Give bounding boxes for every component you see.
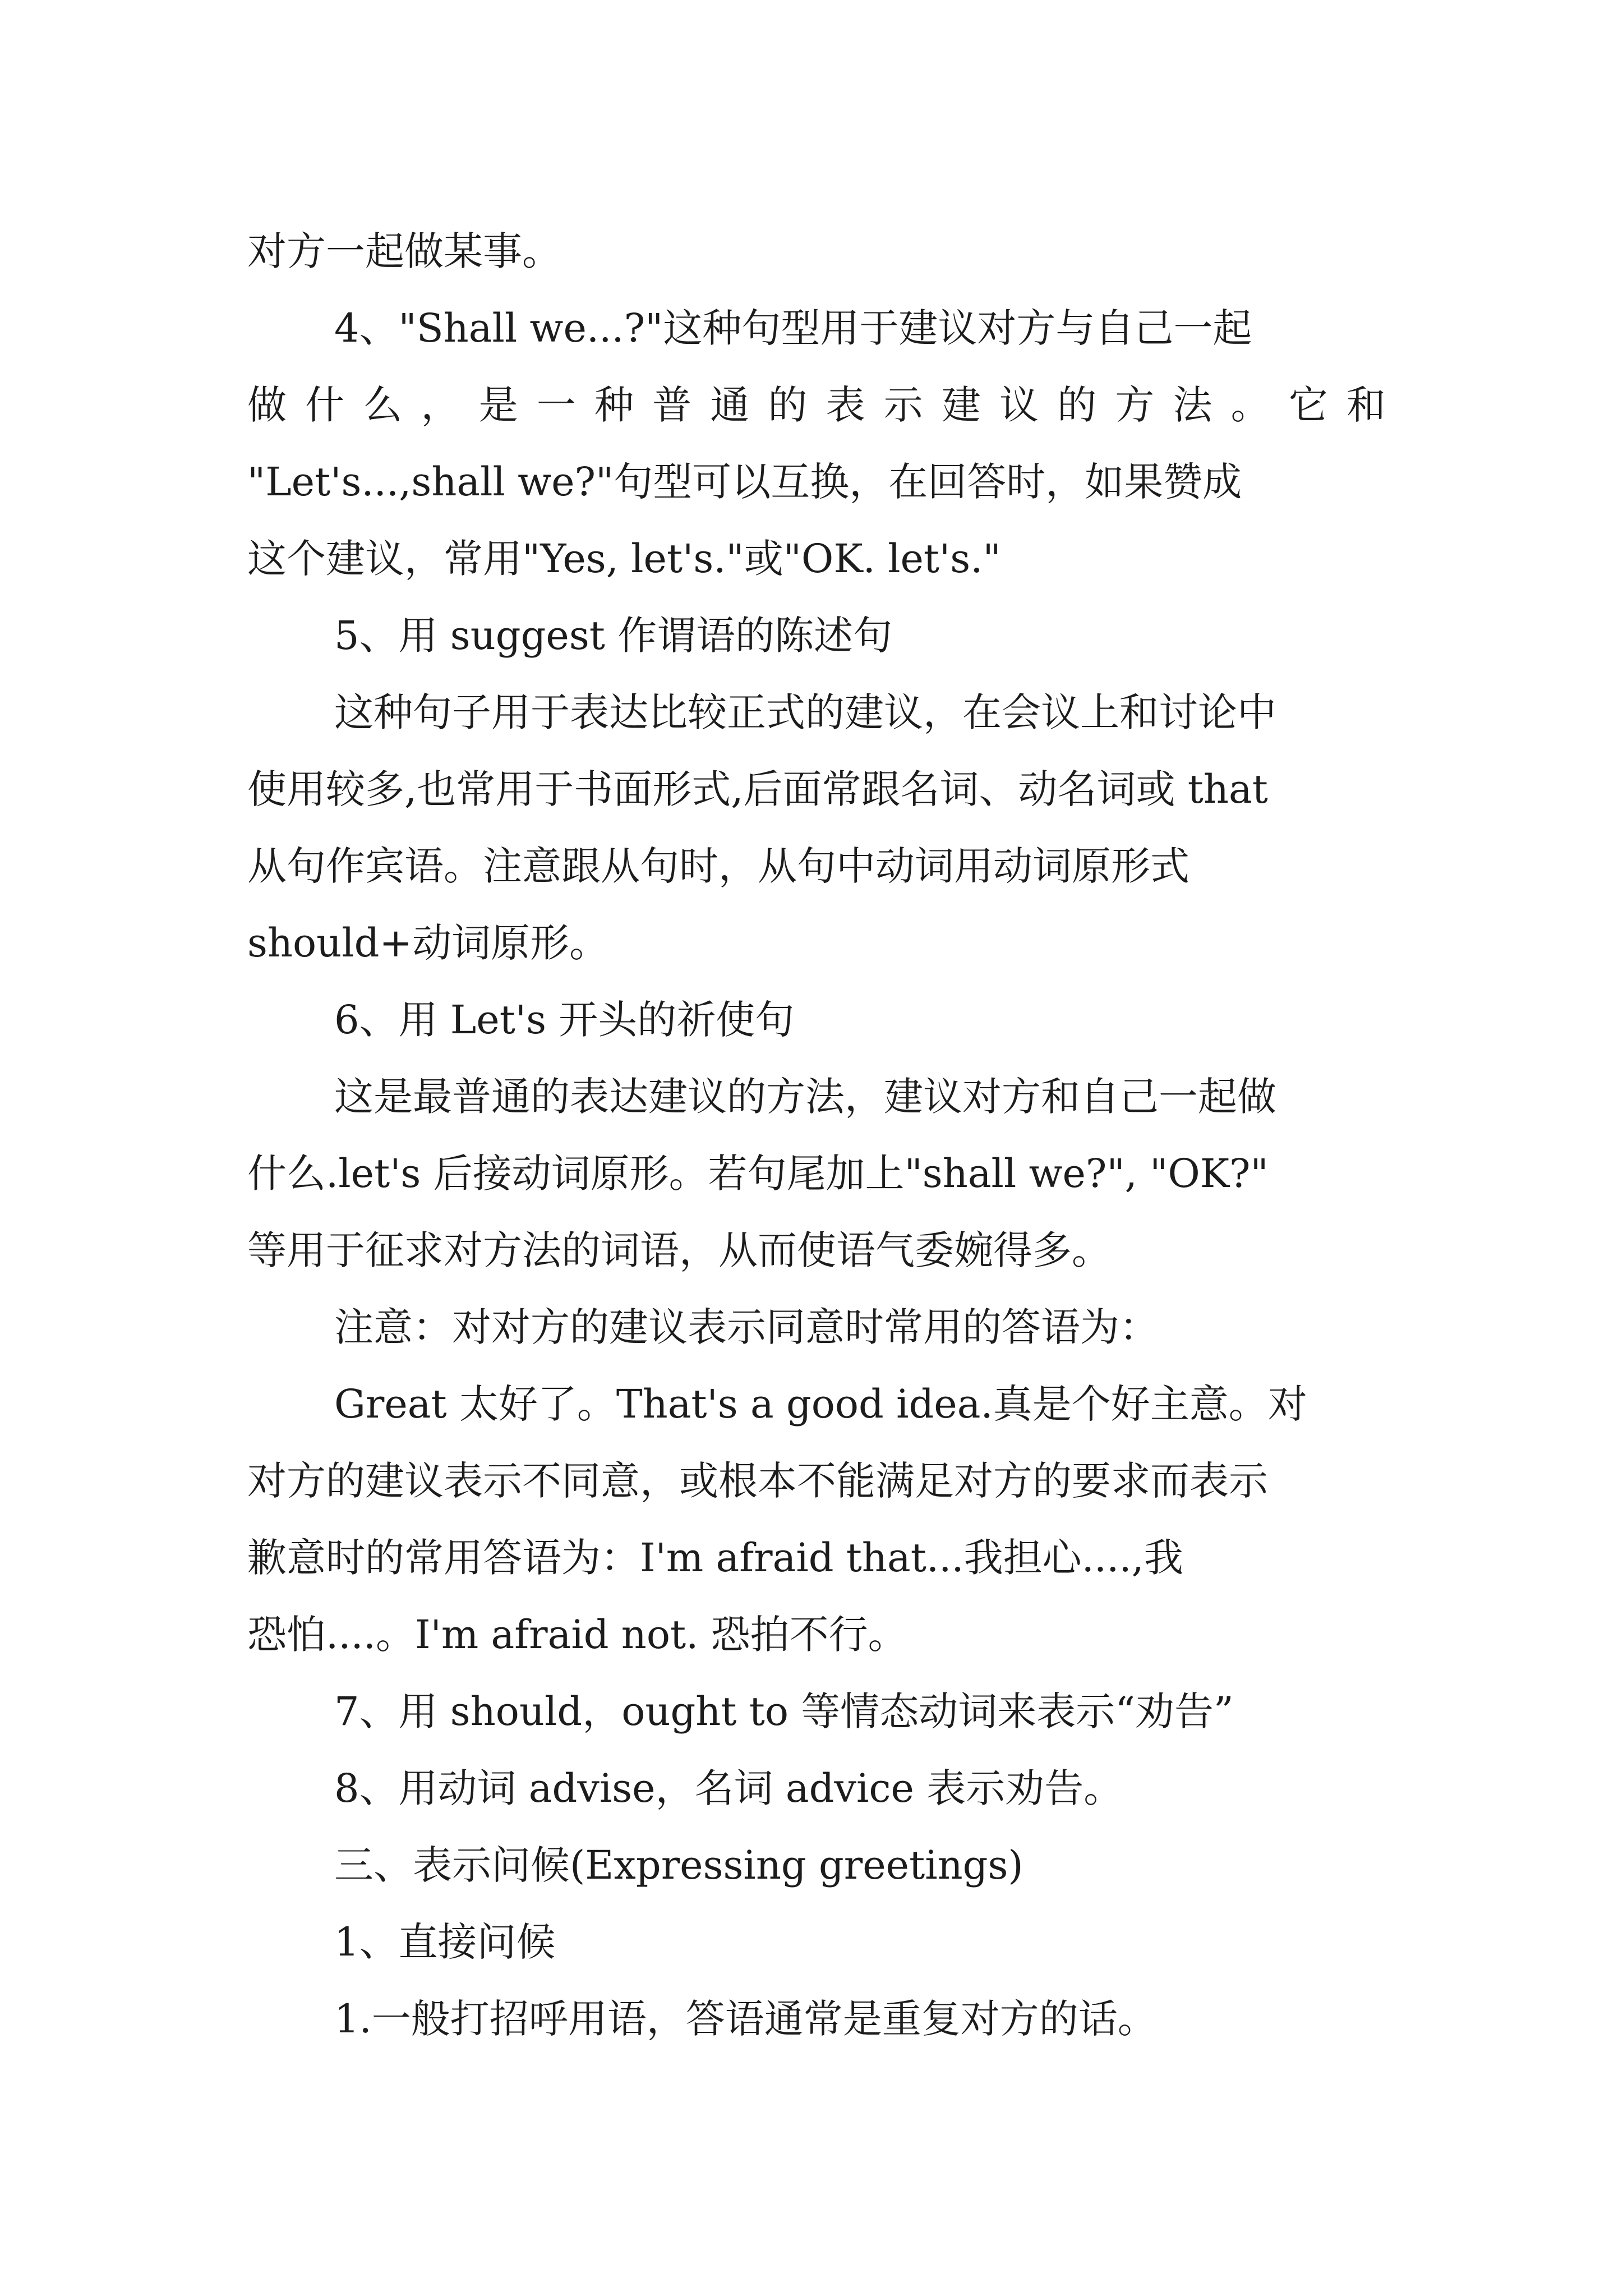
chapter-heading: 三、表示问候(Expressing greetings) <box>334 1842 1023 1888</box>
text-line: should+动词原形。 <box>247 920 609 966</box>
section-heading: 1、直接问候 <box>334 1919 556 1965</box>
text-line: 使用较多,也常用于书面形式,后面常跟名词、动名词或 that <box>247 766 1268 812</box>
text-line: 这个建议，常用"Yes, let's."或"OK. let's." <box>247 536 1001 582</box>
text-line: 1.一般打招呼用语，答语通常是重复对方的话。 <box>334 1996 1157 2042</box>
text-line: 歉意时的常用答语为：I'm afraid that...我担心....,我 <box>247 1535 1183 1581</box>
section-heading: 7、用 should，ought to 等情态动词来表示“劝告” <box>334 1688 1234 1734</box>
section-heading: 6、用 Let's 开头的祈使句 <box>334 997 795 1043</box>
document-body <box>247 213 1386 2058</box>
section-heading: 5、用 suggest 作谓语的陈述句 <box>334 613 893 659</box>
text-line: "Let's...,shall we?"句型可以互换，在回答时，如果赞成 <box>247 459 1242 505</box>
text-line: 对方一起做某事。 <box>247 228 561 274</box>
text-line: 从句作宾语。注意跟从句时，从句中动词用动词原形式 <box>247 843 1189 889</box>
text-line: 恐怕....。I'm afraid not. 恐拍不行。 <box>247 1612 907 1658</box>
text-line: 做 什 么 ， 是 一 种 普 通 的 表 示 建 议 的 方 法 。 它 和 <box>247 382 1386 428</box>
text-line: 等用于征求对方法的词语，从而使语气委婉得多。 <box>247 1227 1111 1273</box>
text-line: 这是最普通的表达建议的方法，建议对方和自己一起做 <box>334 1074 1276 1120</box>
text-line: 什么.let's 后接动词原形。若句尾加上"shall we?", "OK?" <box>247 1151 1269 1197</box>
text-line: 4、"Shall we...?"这种句型用于建议对方与自己一起 <box>334 305 1252 351</box>
section-heading: 8、用动词 advise，名词 advice 表示劝告。 <box>334 1765 1123 1811</box>
text-line: 这种句子用于表达比较正式的建议，在会议上和讨论中 <box>334 689 1276 735</box>
text-line: 注意：对对方的建议表示同意时常用的答语为： <box>334 1304 1159 1350</box>
text-line: 对方的建议表示不同意，或根本不能满足对方的要求而表示 <box>247 1458 1268 1504</box>
text-line: Great 太好了。That's a good idea.真是个好主意。对 <box>334 1381 1307 1427</box>
